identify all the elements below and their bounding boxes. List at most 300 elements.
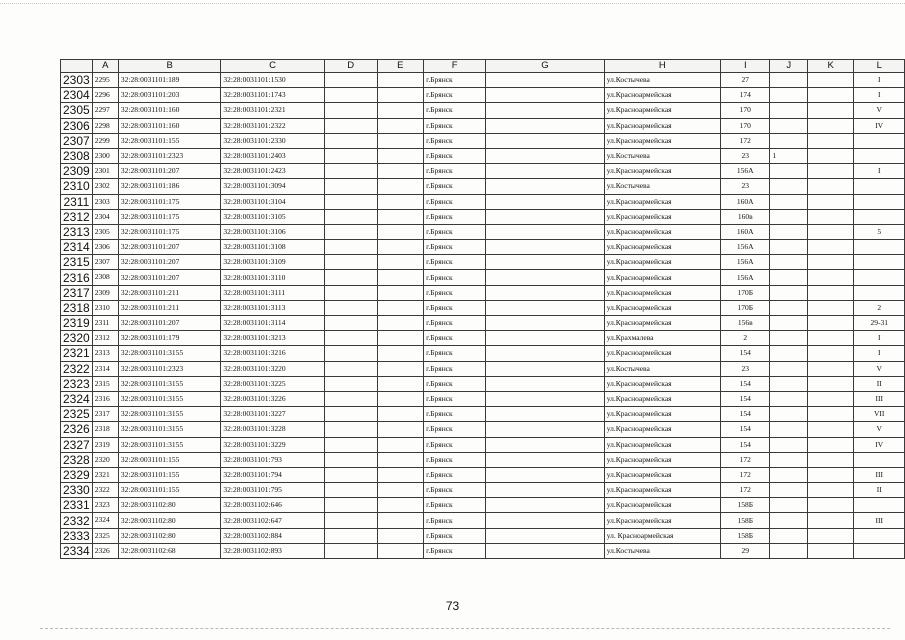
cell-l[interactable]: VII: [854, 407, 905, 422]
cell-j[interactable]: [770, 224, 807, 239]
cell-j[interactable]: [770, 209, 807, 224]
cell-l[interactable]: [854, 133, 905, 148]
cell-d[interactable]: [324, 179, 377, 194]
cell-g[interactable]: [486, 179, 605, 194]
row-number[interactable]: 2322: [61, 361, 93, 376]
cell-a[interactable]: 2300: [92, 148, 118, 163]
cell-c[interactable]: 32:28:0031101:795: [221, 483, 324, 498]
cell-k[interactable]: [807, 179, 854, 194]
row-number[interactable]: 2323: [61, 376, 93, 391]
cell-f[interactable]: г.Брянск: [424, 422, 486, 437]
cell-b[interactable]: 32:28:0031101:189: [118, 73, 221, 88]
cell-l[interactable]: I: [854, 164, 905, 179]
cell-j[interactable]: [770, 498, 807, 513]
cell-j[interactable]: 1: [770, 148, 807, 163]
cell-i[interactable]: 170Б: [721, 285, 770, 300]
cell-a[interactable]: 2315: [92, 376, 118, 391]
cell-h[interactable]: ул. Красноармейская: [604, 528, 720, 543]
cell-c[interactable]: 32:28:0031101:3108: [221, 240, 324, 255]
row-number[interactable]: 2330: [61, 483, 93, 498]
cell-g[interactable]: [486, 422, 605, 437]
cell-i[interactable]: 23: [721, 179, 770, 194]
cell-b[interactable]: 32:28:0031101:179: [118, 331, 221, 346]
cell-i[interactable]: 27: [721, 73, 770, 88]
cell-l[interactable]: 2: [854, 300, 905, 315]
cell-e[interactable]: [377, 422, 424, 437]
cell-h[interactable]: ул.Красноармейская: [604, 164, 720, 179]
cell-f[interactable]: г.Брянск: [424, 300, 486, 315]
cell-b[interactable]: 32:28:0031101:155: [118, 467, 221, 482]
cell-i[interactable]: 156в: [721, 316, 770, 331]
cell-b[interactable]: 32:28:0031101:3155: [118, 422, 221, 437]
cell-e[interactable]: [377, 224, 424, 239]
cell-f[interactable]: г.Брянск: [424, 194, 486, 209]
cell-d[interactable]: [324, 391, 377, 406]
cell-b[interactable]: 32:28:0031101:203: [118, 88, 221, 103]
cell-g[interactable]: [486, 300, 605, 315]
cell-e[interactable]: [377, 391, 424, 406]
cell-f[interactable]: г.Брянск: [424, 133, 486, 148]
cell-l[interactable]: [854, 270, 905, 285]
cell-g[interactable]: [486, 133, 605, 148]
cell-i[interactable]: 156А: [721, 240, 770, 255]
cell-i[interactable]: 23: [721, 148, 770, 163]
row-number[interactable]: 2334: [61, 543, 93, 558]
cell-h[interactable]: ул.Красноармейская: [604, 270, 720, 285]
cell-k[interactable]: [807, 270, 854, 285]
cell-c[interactable]: 32:28:0031101:3110: [221, 270, 324, 285]
cell-g[interactable]: [486, 316, 605, 331]
cell-k[interactable]: [807, 240, 854, 255]
cell-a[interactable]: 2325: [92, 528, 118, 543]
row-number[interactable]: 2321: [61, 346, 93, 361]
cell-h[interactable]: ул.Красноармейская: [604, 452, 720, 467]
cell-g[interactable]: [486, 346, 605, 361]
cell-k[interactable]: [807, 528, 854, 543]
cell-k[interactable]: [807, 437, 854, 452]
cell-a[interactable]: 2297: [92, 103, 118, 118]
cell-a[interactable]: 2313: [92, 346, 118, 361]
cell-e[interactable]: [377, 452, 424, 467]
cell-a[interactable]: 2326: [92, 543, 118, 558]
cell-k[interactable]: [807, 164, 854, 179]
cell-f[interactable]: г.Брянск: [424, 103, 486, 118]
cell-b[interactable]: 32:28:0031101:207: [118, 240, 221, 255]
cell-l[interactable]: [854, 285, 905, 300]
row-number[interactable]: 2308: [61, 148, 93, 163]
cell-h[interactable]: ул.Красноармейская: [604, 316, 720, 331]
cell-k[interactable]: [807, 391, 854, 406]
cell-i[interactable]: 158Б: [721, 513, 770, 528]
cell-j[interactable]: [770, 73, 807, 88]
cell-i[interactable]: 160А: [721, 224, 770, 239]
cell-l[interactable]: V: [854, 422, 905, 437]
cell-b[interactable]: 32:28:0031101:155: [118, 133, 221, 148]
cell-f[interactable]: г.Брянск: [424, 467, 486, 482]
cell-h[interactable]: ул.Красноармейская: [604, 346, 720, 361]
cell-d[interactable]: [324, 255, 377, 270]
cell-h[interactable]: ул.Костычева: [604, 543, 720, 558]
cell-k[interactable]: [807, 331, 854, 346]
cell-d[interactable]: [324, 452, 377, 467]
cell-j[interactable]: [770, 452, 807, 467]
cell-a[interactable]: 2305: [92, 224, 118, 239]
cell-b[interactable]: 32:28:0031102:68: [118, 543, 221, 558]
cell-k[interactable]: [807, 316, 854, 331]
cell-a[interactable]: 2322: [92, 483, 118, 498]
cell-h[interactable]: ул.Красноармейская: [604, 407, 720, 422]
cell-h[interactable]: ул.Красноармейская: [604, 88, 720, 103]
cell-e[interactable]: [377, 73, 424, 88]
cell-j[interactable]: [770, 300, 807, 315]
cell-g[interactable]: [486, 224, 605, 239]
cell-d[interactable]: [324, 346, 377, 361]
cell-l[interactable]: [854, 179, 905, 194]
cell-i[interactable]: 158Б: [721, 498, 770, 513]
cell-g[interactable]: [486, 498, 605, 513]
cell-a[interactable]: 2323: [92, 498, 118, 513]
cell-a[interactable]: 2316: [92, 391, 118, 406]
cell-g[interactable]: [486, 376, 605, 391]
cell-j[interactable]: [770, 376, 807, 391]
cell-j[interactable]: [770, 194, 807, 209]
cell-l[interactable]: [854, 255, 905, 270]
row-number[interactable]: 2319: [61, 316, 93, 331]
cell-j[interactable]: [770, 133, 807, 148]
cell-e[interactable]: [377, 148, 424, 163]
cell-l[interactable]: IV: [854, 118, 905, 133]
cell-i[interactable]: 29: [721, 543, 770, 558]
cell-l[interactable]: I: [854, 73, 905, 88]
cell-d[interactable]: [324, 224, 377, 239]
cell-b[interactable]: 32:28:0031101:186: [118, 179, 221, 194]
cell-j[interactable]: [770, 437, 807, 452]
cell-i[interactable]: 154: [721, 376, 770, 391]
cell-i[interactable]: 172: [721, 483, 770, 498]
column-header-e[interactable]: E: [377, 60, 424, 73]
cell-d[interactable]: [324, 528, 377, 543]
cell-a[interactable]: 2299: [92, 133, 118, 148]
cell-d[interactable]: [324, 133, 377, 148]
cell-c[interactable]: 32:28:0031101:3094: [221, 179, 324, 194]
cell-i[interactable]: 156А: [721, 255, 770, 270]
cell-k[interactable]: [807, 209, 854, 224]
cell-c[interactable]: 32:28:0031101:794: [221, 467, 324, 482]
cell-d[interactable]: [324, 331, 377, 346]
column-header-f[interactable]: F: [424, 60, 486, 73]
cell-b[interactable]: 32:28:0031101:211: [118, 300, 221, 315]
cell-d[interactable]: [324, 285, 377, 300]
cell-f[interactable]: г.Брянск: [424, 452, 486, 467]
cell-i[interactable]: 2: [721, 331, 770, 346]
cell-i[interactable]: 23: [721, 361, 770, 376]
row-number[interactable]: 2329: [61, 467, 93, 482]
cell-h[interactable]: ул.Красноармейская: [604, 133, 720, 148]
row-number[interactable]: 2318: [61, 300, 93, 315]
cell-e[interactable]: [377, 300, 424, 315]
cell-k[interactable]: [807, 148, 854, 163]
row-number[interactable]: 2312: [61, 209, 93, 224]
cell-j[interactable]: [770, 543, 807, 558]
cell-b[interactable]: 32:28:0031101:3155: [118, 346, 221, 361]
cell-l[interactable]: [854, 148, 905, 163]
cell-a[interactable]: 2304: [92, 209, 118, 224]
cell-g[interactable]: [486, 148, 605, 163]
cell-i[interactable]: 172: [721, 452, 770, 467]
cell-b[interactable]: 32:28:0031101:155: [118, 483, 221, 498]
cell-h[interactable]: ул.Красноармейская: [604, 513, 720, 528]
cell-c[interactable]: 32:28:0031101:3109: [221, 255, 324, 270]
cell-j[interactable]: [770, 331, 807, 346]
column-header-d[interactable]: D: [324, 60, 377, 73]
row-number[interactable]: 2328: [61, 452, 93, 467]
cell-d[interactable]: [324, 407, 377, 422]
cell-k[interactable]: [807, 224, 854, 239]
cell-f[interactable]: г.Брянск: [424, 346, 486, 361]
cell-i[interactable]: 154: [721, 437, 770, 452]
cell-f[interactable]: г.Брянск: [424, 498, 486, 513]
cell-g[interactable]: [486, 255, 605, 270]
cell-c[interactable]: 32:28:0031101:793: [221, 452, 324, 467]
cell-d[interactable]: [324, 118, 377, 133]
row-number[interactable]: 2320: [61, 331, 93, 346]
cell-b[interactable]: 32:28:0031101:2323: [118, 148, 221, 163]
cell-e[interactable]: [377, 103, 424, 118]
cell-k[interactable]: [807, 103, 854, 118]
cell-l[interactable]: I: [854, 88, 905, 103]
cell-a[interactable]: 2309: [92, 285, 118, 300]
cell-j[interactable]: [770, 255, 807, 270]
cell-d[interactable]: [324, 498, 377, 513]
cell-k[interactable]: [807, 376, 854, 391]
cell-f[interactable]: г.Брянск: [424, 285, 486, 300]
cell-c[interactable]: 32:28:0031101:2321: [221, 103, 324, 118]
row-number[interactable]: 2331: [61, 498, 93, 513]
row-number[interactable]: 2304: [61, 88, 93, 103]
cell-b[interactable]: 32:28:0031101:207: [118, 316, 221, 331]
row-number[interactable]: 2326: [61, 422, 93, 437]
cell-k[interactable]: [807, 361, 854, 376]
cell-k[interactable]: [807, 498, 854, 513]
cell-l[interactable]: 5: [854, 224, 905, 239]
cell-b[interactable]: 32:28:0031101:175: [118, 209, 221, 224]
cell-e[interactable]: [377, 467, 424, 482]
row-number[interactable]: 2314: [61, 240, 93, 255]
cell-l[interactable]: III: [854, 467, 905, 482]
cell-j[interactable]: [770, 346, 807, 361]
cell-e[interactable]: [377, 346, 424, 361]
cell-l[interactable]: [854, 543, 905, 558]
cell-f[interactable]: г.Брянск: [424, 118, 486, 133]
cell-g[interactable]: [486, 483, 605, 498]
cell-d[interactable]: [324, 148, 377, 163]
row-number[interactable]: 2333: [61, 528, 93, 543]
cell-e[interactable]: [377, 179, 424, 194]
column-header-g[interactable]: G: [486, 60, 605, 73]
cell-d[interactable]: [324, 88, 377, 103]
cell-c[interactable]: 32:28:0031101:2330: [221, 133, 324, 148]
cell-l[interactable]: [854, 209, 905, 224]
cell-d[interactable]: [324, 513, 377, 528]
cell-h[interactable]: ул.Костычева: [604, 361, 720, 376]
cell-k[interactable]: [807, 118, 854, 133]
cell-d[interactable]: [324, 543, 377, 558]
cell-c[interactable]: 32:28:0031101:3228: [221, 422, 324, 437]
cell-l[interactable]: II: [854, 376, 905, 391]
cell-h[interactable]: ул.Костычева: [604, 73, 720, 88]
cell-c[interactable]: 32:28:0031101:3106: [221, 224, 324, 239]
cell-l[interactable]: I: [854, 331, 905, 346]
cell-i[interactable]: 160А: [721, 194, 770, 209]
cell-j[interactable]: [770, 270, 807, 285]
cell-c[interactable]: 32:28:0031101:3220: [221, 361, 324, 376]
cell-b[interactable]: 32:28:0031101:207: [118, 164, 221, 179]
row-number[interactable]: 2315: [61, 255, 93, 270]
cell-i[interactable]: 156А: [721, 270, 770, 285]
cell-i[interactable]: 160в: [721, 209, 770, 224]
cell-g[interactable]: [486, 452, 605, 467]
cell-d[interactable]: [324, 103, 377, 118]
cell-g[interactable]: [486, 543, 605, 558]
cell-f[interactable]: г.Брянск: [424, 513, 486, 528]
cell-f[interactable]: г.Брянск: [424, 391, 486, 406]
cell-j[interactable]: [770, 528, 807, 543]
cell-l[interactable]: [854, 528, 905, 543]
cell-f[interactable]: г.Брянск: [424, 528, 486, 543]
row-number[interactable]: 2317: [61, 285, 93, 300]
cell-a[interactable]: 2307: [92, 255, 118, 270]
cell-c[interactable]: 32:28:0031101:1743: [221, 88, 324, 103]
cell-d[interactable]: [324, 209, 377, 224]
cell-a[interactable]: 2296: [92, 88, 118, 103]
cell-e[interactable]: [377, 498, 424, 513]
cell-e[interactable]: [377, 88, 424, 103]
cell-g[interactable]: [486, 118, 605, 133]
column-header-c[interactable]: C: [221, 60, 324, 73]
cell-c[interactable]: 32:28:0031101:2322: [221, 118, 324, 133]
row-number[interactable]: 2310: [61, 179, 93, 194]
cell-f[interactable]: г.Брянск: [424, 407, 486, 422]
cell-e[interactable]: [377, 361, 424, 376]
cell-b[interactable]: 32:28:0031102:80: [118, 528, 221, 543]
cell-a[interactable]: 2301: [92, 164, 118, 179]
cell-g[interactable]: [486, 73, 605, 88]
cell-a[interactable]: 2310: [92, 300, 118, 315]
cell-a[interactable]: 2324: [92, 513, 118, 528]
cell-g[interactable]: [486, 407, 605, 422]
cell-h[interactable]: ул.Костычева: [604, 148, 720, 163]
cell-d[interactable]: [324, 361, 377, 376]
cell-i[interactable]: 170: [721, 118, 770, 133]
cell-b[interactable]: 32:28:0031101:3155: [118, 391, 221, 406]
cell-i[interactable]: 154: [721, 391, 770, 406]
cell-a[interactable]: 2303: [92, 194, 118, 209]
cell-c[interactable]: 32:28:0031101:3111: [221, 285, 324, 300]
cell-a[interactable]: 2312: [92, 331, 118, 346]
cell-i[interactable]: 154: [721, 407, 770, 422]
cell-b[interactable]: 32:28:0031101:160: [118, 103, 221, 118]
cell-l[interactable]: V: [854, 103, 905, 118]
cell-e[interactable]: [377, 513, 424, 528]
cell-k[interactable]: [807, 452, 854, 467]
cell-c[interactable]: 32:28:0031102:646: [221, 498, 324, 513]
cell-l[interactable]: III: [854, 513, 905, 528]
column-header-i[interactable]: I: [721, 60, 770, 73]
cell-d[interactable]: [324, 376, 377, 391]
cell-k[interactable]: [807, 513, 854, 528]
cell-c[interactable]: 32:28:0031101:2403: [221, 148, 324, 163]
cell-j[interactable]: [770, 361, 807, 376]
cell-k[interactable]: [807, 73, 854, 88]
cell-k[interactable]: [807, 483, 854, 498]
cell-e[interactable]: [377, 376, 424, 391]
cell-c[interactable]: 32:28:0031101:3225: [221, 376, 324, 391]
cell-g[interactable]: [486, 285, 605, 300]
cell-k[interactable]: [807, 255, 854, 270]
cell-f[interactable]: г.Брянск: [424, 376, 486, 391]
cell-j[interactable]: [770, 407, 807, 422]
cell-i[interactable]: 170: [721, 103, 770, 118]
cell-a[interactable]: 2306: [92, 240, 118, 255]
cell-b[interactable]: 32:28:0031101:207: [118, 255, 221, 270]
cell-k[interactable]: [807, 407, 854, 422]
cell-h[interactable]: ул.Красноармейская: [604, 498, 720, 513]
cell-k[interactable]: [807, 285, 854, 300]
cell-k[interactable]: [807, 194, 854, 209]
cell-a[interactable]: 2311: [92, 316, 118, 331]
cell-c[interactable]: 32:28:0031101:2423: [221, 164, 324, 179]
cell-i[interactable]: 174: [721, 88, 770, 103]
cell-j[interactable]: [770, 316, 807, 331]
cell-c[interactable]: 32:28:0031101:3213: [221, 331, 324, 346]
cell-a[interactable]: 2295: [92, 73, 118, 88]
cell-d[interactable]: [324, 437, 377, 452]
cell-k[interactable]: [807, 88, 854, 103]
cell-d[interactable]: [324, 300, 377, 315]
cell-h[interactable]: ул.Красноармейская: [604, 255, 720, 270]
cell-b[interactable]: 32:28:0031102:80: [118, 513, 221, 528]
cell-e[interactable]: [377, 194, 424, 209]
cell-l[interactable]: I: [854, 346, 905, 361]
cell-b[interactable]: 32:28:0031101:3155: [118, 376, 221, 391]
cell-h[interactable]: ул.Красноармейская: [604, 285, 720, 300]
cell-h[interactable]: ул.Красноармейская: [604, 209, 720, 224]
cell-c[interactable]: 32:28:0031101:3104: [221, 194, 324, 209]
row-number[interactable]: 2327: [61, 437, 93, 452]
cell-e[interactable]: [377, 240, 424, 255]
cell-b[interactable]: 32:28:0031101:175: [118, 224, 221, 239]
cell-c[interactable]: 32:28:0031101:3113: [221, 300, 324, 315]
cell-e[interactable]: [377, 133, 424, 148]
column-header-a[interactable]: A: [92, 60, 118, 73]
cell-l[interactable]: II: [854, 483, 905, 498]
cell-f[interactable]: г.Брянск: [424, 437, 486, 452]
cell-g[interactable]: [486, 467, 605, 482]
cell-b[interactable]: 32:28:0031101:211: [118, 285, 221, 300]
cell-g[interactable]: [486, 240, 605, 255]
row-number[interactable]: 2306: [61, 118, 93, 133]
row-number[interactable]: 2309: [61, 164, 93, 179]
cell-d[interactable]: [324, 73, 377, 88]
cell-c[interactable]: 32:28:0031101:3105: [221, 209, 324, 224]
row-number[interactable]: 2303: [61, 73, 93, 88]
cell-f[interactable]: г.Брянск: [424, 331, 486, 346]
cell-d[interactable]: [324, 316, 377, 331]
cell-l[interactable]: 29-31: [854, 316, 905, 331]
cell-l[interactable]: IV: [854, 437, 905, 452]
cell-f[interactable]: г.Брянск: [424, 240, 486, 255]
cell-j[interactable]: [770, 513, 807, 528]
